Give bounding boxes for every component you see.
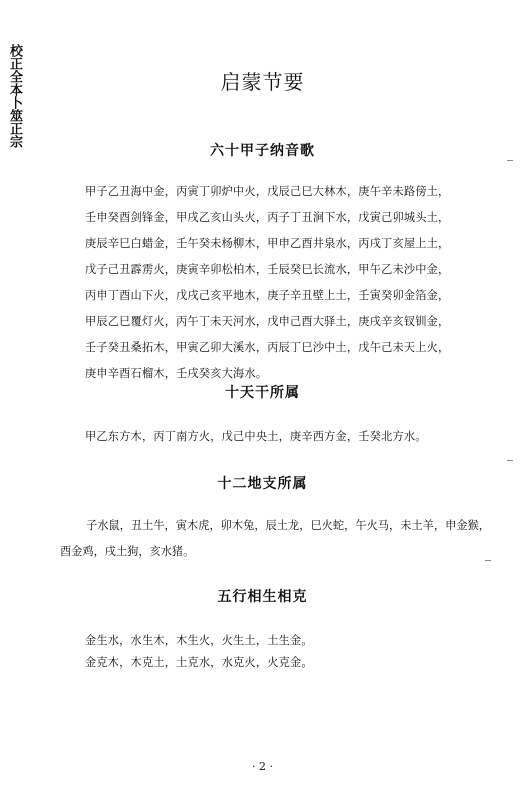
page-title: 启蒙节要 — [220, 70, 305, 94]
nayin-line: 甲辰乙巳覆灯火，丙午丁未天河水，戊申己酉大驿土，庚戌辛亥钗钏金， — [85, 315, 450, 328]
nayin-line: 壬申癸酉剑锋金，甲戌乙亥山头火，丙子丁丑涧下水，戊寅己卯城头土， — [85, 211, 450, 224]
nayin-line: 丙申丁酉山下火，戊戌己亥平地木，庚子辛丑壁上土，壬寅癸卯金箔金， — [85, 289, 450, 302]
section-heading-wuxing: 五行相生相克 — [217, 589, 308, 605]
stems-text: 甲乙东方木，丙丁南方火，戊己中央土，庚辛西方金，壬癸北方水。 — [85, 430, 427, 443]
nayin-line: 庚辰辛巳白蜡金，壬午癸未杨柳木，甲申乙酉井泉水，丙戌丁亥屋上土， — [85, 237, 450, 250]
wuxing-line: 金生水，水生木，木生火，火生土，土生金。 — [85, 634, 313, 647]
section-heading-stems: 十天干所属 — [225, 385, 300, 401]
scan-mark — [507, 460, 513, 461]
book-side-title: 校正全本卜筮正宗 — [7, 44, 22, 148]
scan-mark — [485, 560, 491, 561]
wuxing-line: 金克木，木克土，土克水，水克火，火克金。 — [85, 656, 313, 669]
nayin-line: 壬子癸丑桑拓木，甲寅乙卯大溪水，丙辰丁巳沙中土，戊午己未天上火， — [85, 341, 450, 354]
page-number: · 2 · — [252, 760, 273, 773]
nayin-line: 甲子乙丑海中金，丙寅丁卯炉中火，戊辰己巳大林木，庚午辛未路傍土， — [85, 185, 450, 198]
branches-text: 子水鼠，丑土牛，寅木虎，卯木兔，辰土龙，巳火蛇，午火马，未土羊，申金猴，酉金鸡，戌土狗，亥水猪。 — [60, 519, 490, 558]
nayin-line: 庚申辛酉石榴木，壬戌癸亥大海水。 — [85, 367, 268, 380]
scan-mark — [507, 160, 513, 161]
section-heading-branches: 十二地支所属 — [217, 476, 308, 492]
nayin-line: 戊子己丑霹雳火，庚寅辛卯松柏木，壬辰癸巳长流水，甲午乙未沙中金， — [85, 263, 450, 276]
section-heading-nayin: 六十甲子纳音歌 — [210, 143, 315, 159]
